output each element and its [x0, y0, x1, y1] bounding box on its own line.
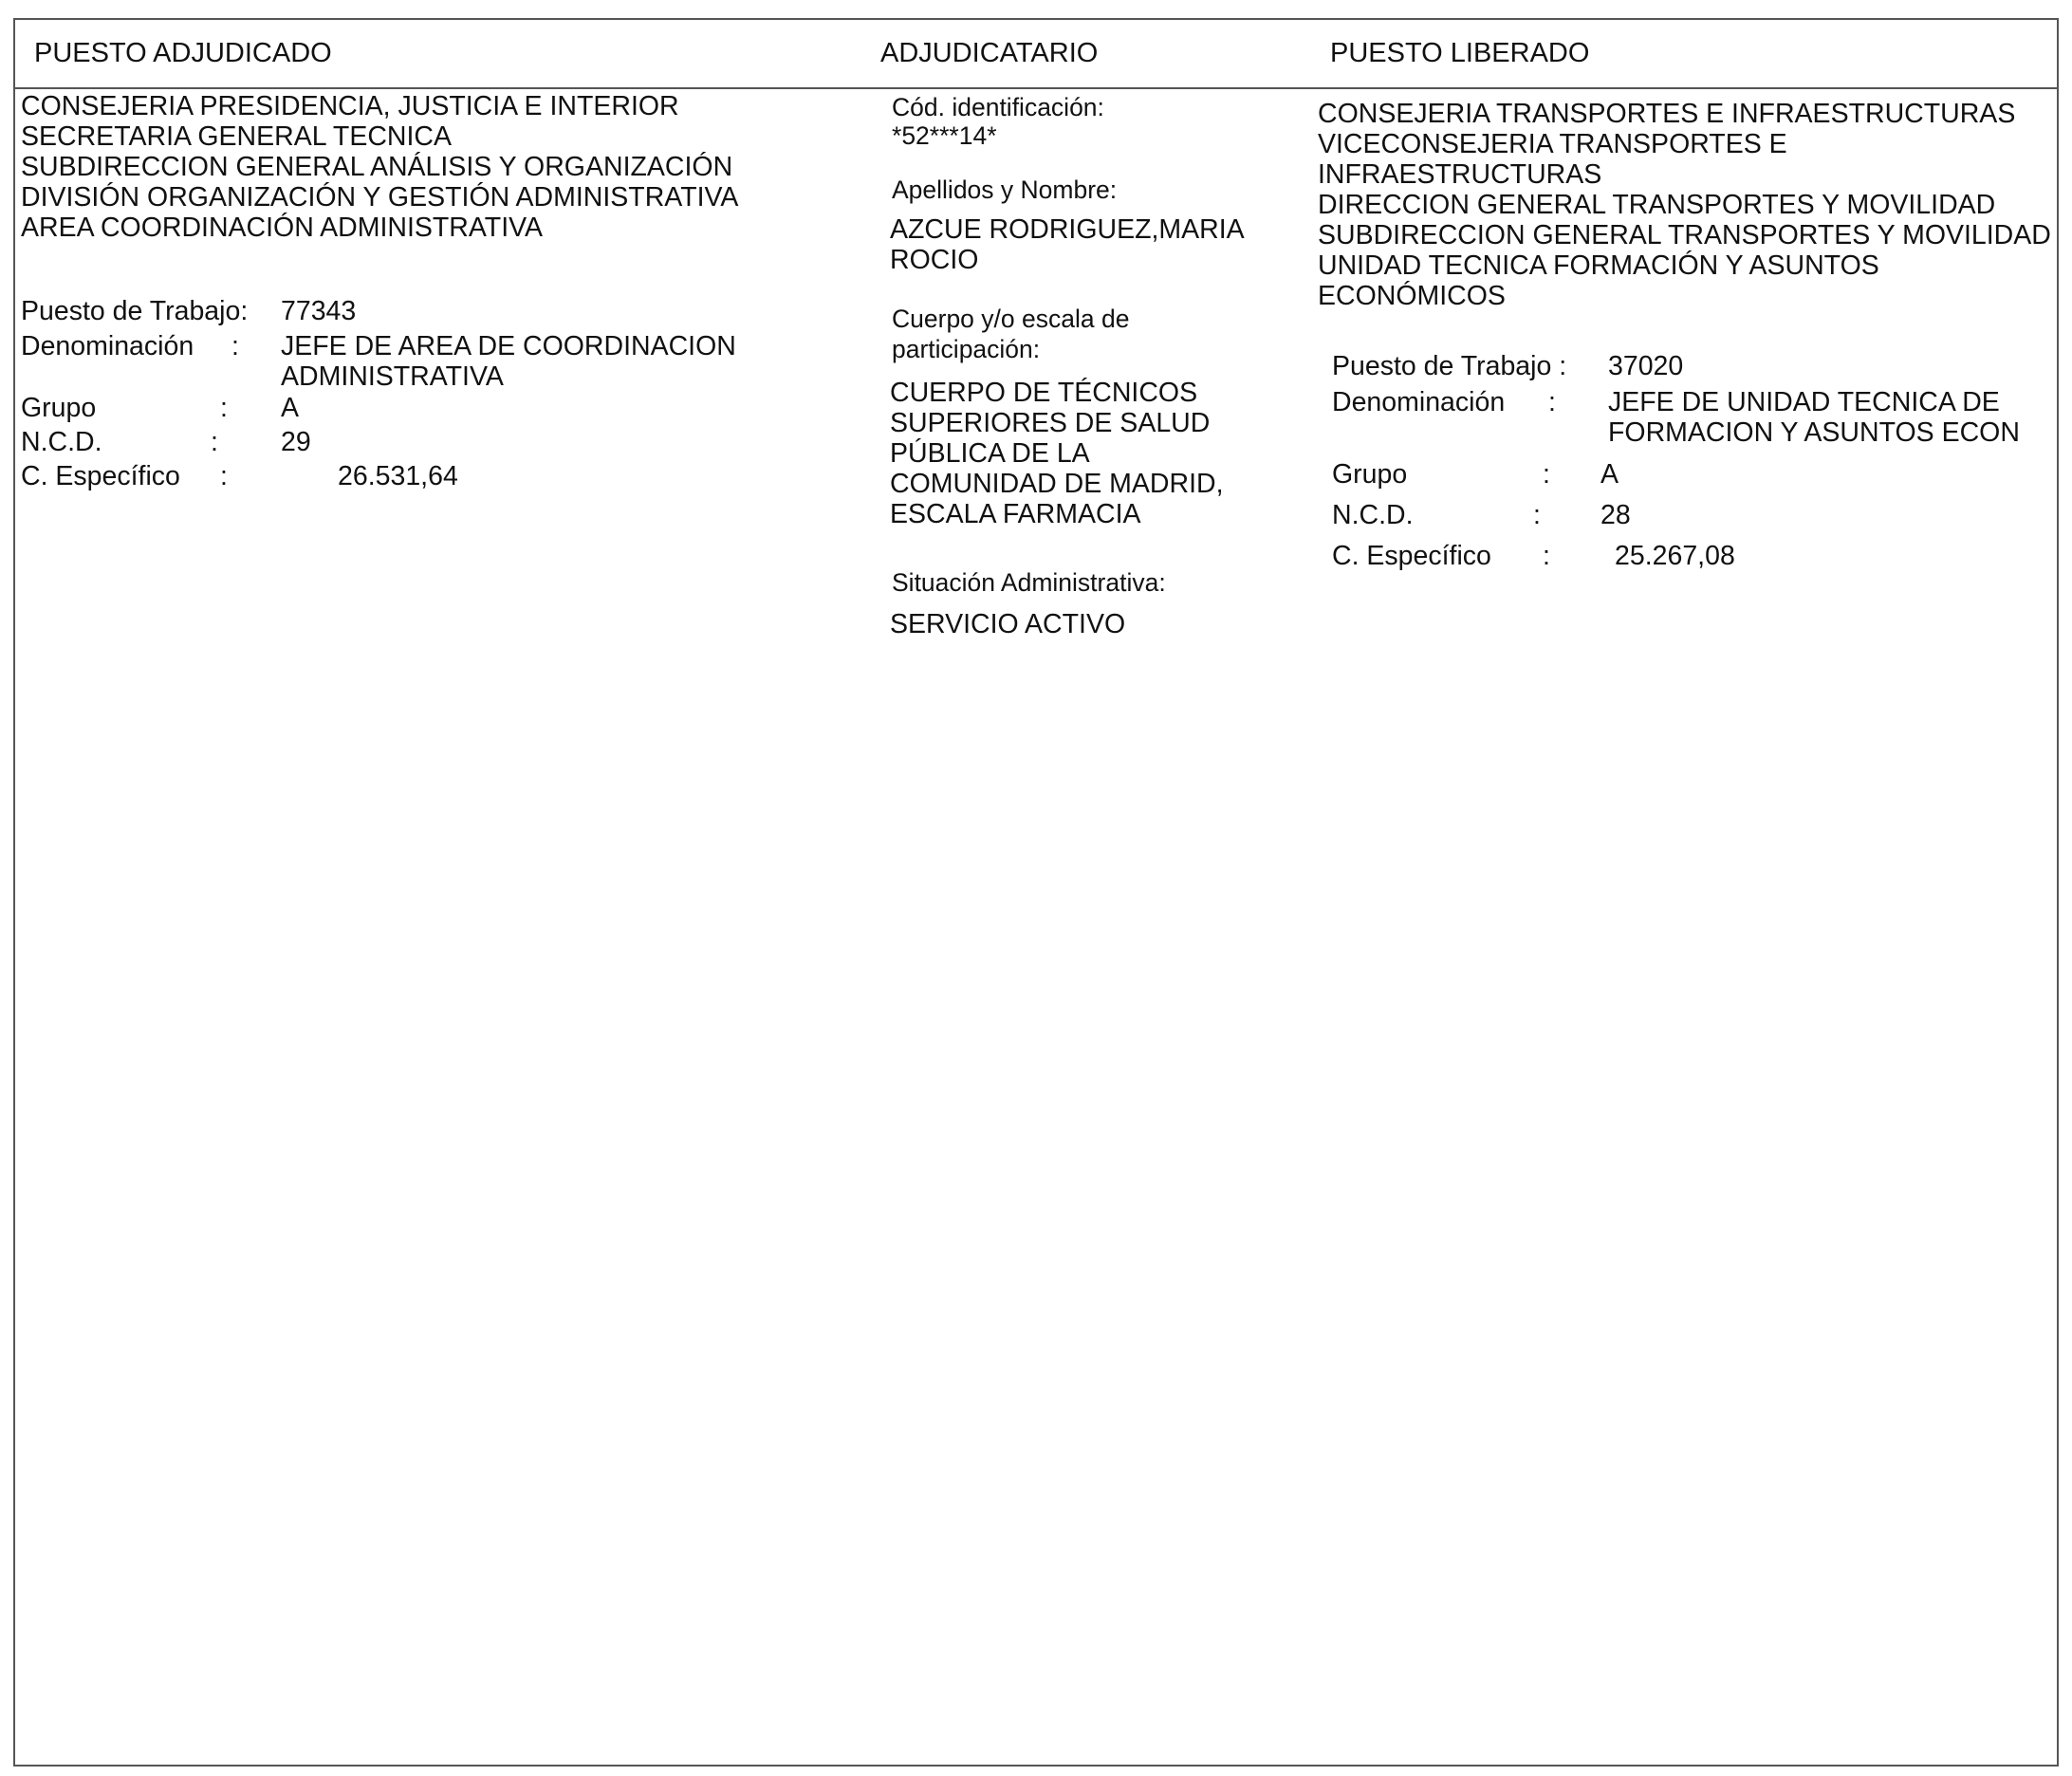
denominacion-label: Denominación [21, 331, 194, 361]
cuerpo-line: COMUNIDAD DE MADRID, [890, 469, 1224, 499]
adjudicado-org-line: SECRETARIA GENERAL TECNICA [21, 121, 452, 152]
ncd-value: 28 [1600, 500, 1631, 530]
liberado-ncd-row [1332, 500, 2053, 530]
cuerpo-line: CUERPO DE TÉCNICOS [890, 378, 1198, 408]
adjudicado-especifico-row [21, 461, 837, 491]
colon: : [1548, 387, 1556, 417]
liberado-org-line: DIRECCION GENERAL TRANSPORTES Y MOVILIDAD [1318, 190, 1996, 220]
puesto-label: Puesto de Trabajo : [1332, 351, 1567, 381]
ncd-value: 29 [281, 427, 311, 457]
liberado-org-block [1318, 99, 2051, 311]
cuerpo-line: ESCALA FARMACIA [890, 499, 1141, 529]
nombre-value [890, 214, 1245, 275]
cuerpo-label-line: Cuerpo y/o escala de [892, 305, 1130, 333]
colon: : [1543, 459, 1550, 490]
nombre-line: AZCUE RODRIGUEZ,MARIA [890, 214, 1245, 245]
denominacion-label: Denominación [1332, 387, 1506, 417]
grupo-value: A [281, 393, 300, 423]
adjudicado-denominacion-row [21, 331, 837, 392]
denominacion-line: FORMACION Y ASUNTOS ECON [1608, 417, 2020, 448]
ncd-label: N.C.D. [21, 427, 102, 457]
especifico-value: 25.267,08 [1615, 541, 1735, 571]
adjudicado-ncd-row [21, 427, 837, 457]
liberado-grupo-row [1332, 459, 2053, 490]
liberado-org-line: SUBDIRECCION GENERAL TRANSPORTES Y MOVILIDAD [1318, 220, 2051, 250]
liberado-org-line: INFRAESTRUCTURAS [1318, 159, 1602, 190]
grupo-label: Grupo [21, 393, 97, 423]
header-puesto-adjudicado: PUESTO ADJUDICADO [34, 38, 332, 68]
especifico-value: 26.531,64 [338, 461, 458, 491]
liberado-denominacion-row [1332, 387, 2053, 448]
situacion-value: SERVICIO ACTIVO [890, 609, 1126, 639]
denominacion-line: ADMINISTRATIVA [281, 361, 504, 392]
nombre-label: Apellidos y Nombre: [892, 176, 1118, 204]
denominacion-line: JEFE DE AREA DE COORDINACION [281, 331, 736, 361]
adjudicado-org-block [21, 91, 738, 243]
puesto-label: Puesto de Trabajo: [21, 296, 249, 326]
especifico-label: C. Específico [21, 461, 180, 491]
adjudicado-org-line: CONSEJERIA PRESIDENCIA, JUSTICIA E INTERIOR [21, 91, 679, 121]
denominacion-line: JEFE DE UNIDAD TECNICA DE [1608, 387, 2000, 417]
adjudicado-org-line: AREA COORDINACIÓN ADMINISTRATIVA [21, 213, 544, 243]
cod-value: *52***14* [892, 121, 997, 150]
colon: : [231, 331, 239, 361]
grupo-label: Grupo [1332, 459, 1408, 490]
cuerpo-line: PÚBLICA DE LA [890, 438, 1090, 469]
adjudicado-grupo-row [21, 393, 837, 423]
cod-label: Cód. identificación: [892, 93, 1104, 121]
adjudicado-org-line: SUBDIRECCION GENERAL ANÁLISIS Y ORGANIZACIÓN [21, 152, 733, 182]
denominacion-value [1608, 387, 2020, 448]
cuerpo-label [892, 304, 1129, 364]
liberado-org-line: UNIDAD TECNICA FORMACIÓN Y ASUNTOS [1318, 250, 1879, 281]
denominacion-value [281, 331, 736, 392]
liberado-puesto-row [1332, 351, 2053, 381]
grupo-value: A [1600, 459, 1619, 490]
especifico-label: C. Específico [1332, 541, 1491, 571]
cuerpo-line: SUPERIORES DE SALUD [890, 408, 1211, 438]
cuerpo-value [890, 378, 1224, 529]
header-puesto-liberado: PUESTO LIBERADO [1330, 38, 1590, 68]
liberado-especifico-row [1332, 541, 2053, 571]
cuerpo-label-line: participación: [892, 335, 1041, 363]
header-row [15, 20, 2057, 89]
adjudicado-puesto-row [21, 296, 837, 326]
liberado-org-line: ECONÓMICOS [1318, 281, 1506, 311]
header-adjudicatario: ADJUDICATARIO [880, 38, 1099, 68]
puesto-value: 77343 [281, 296, 357, 326]
colon: : [1533, 500, 1541, 530]
ncd-label: N.C.D. [1332, 500, 1414, 530]
colon: : [1543, 541, 1550, 571]
colon: : [211, 427, 218, 457]
liberado-org-line: CONSEJERIA TRANSPORTES E INFRAESTRUCTURAS [1318, 99, 2016, 129]
cod-identificacion-block [892, 93, 1104, 150]
adjudicado-org-line: DIVISIÓN ORGANIZACIÓN Y GESTIÓN ADMINISTRATIVA [21, 182, 739, 213]
situacion-label: Situación Administrativa: [892, 568, 1166, 597]
colon: : [220, 461, 228, 491]
puesto-value: 37020 [1608, 351, 1684, 381]
liberado-org-line: VICECONSEJERIA TRANSPORTES E [1318, 129, 1787, 159]
nombre-line: ROCIO [890, 245, 979, 275]
colon: : [220, 393, 228, 423]
